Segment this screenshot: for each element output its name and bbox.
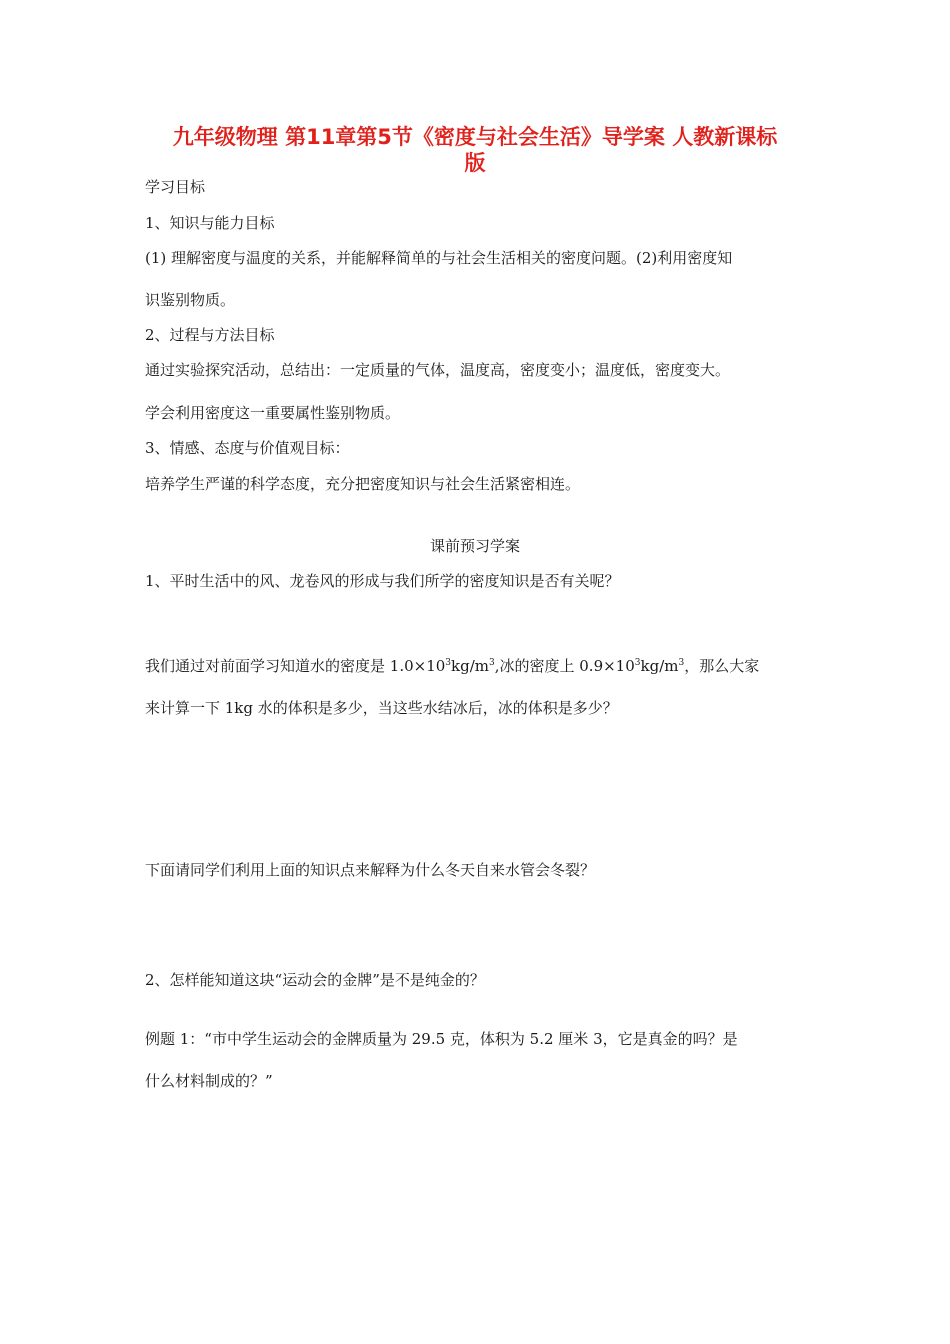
water-density-line-a xyxy=(145,656,815,676)
example-1-line-b: 什么材料制成的？” xyxy=(145,1072,273,1090)
water-text-3: ,冰的密度上 0.9×10 xyxy=(494,657,635,675)
water-text-4: kg/m xyxy=(640,657,679,675)
document-title xyxy=(140,124,810,176)
question-1: 1、平时生活中的风、龙卷风的形成与我们所学的密度知识是否有关呢？ xyxy=(145,572,620,590)
preview-heading: 课前预习学案 xyxy=(429,537,520,555)
question-2: 2、怎样能知道这块“运动会的金牌”是不是纯金的？ xyxy=(145,971,485,989)
water-text-5: ，那么大家 xyxy=(684,657,760,675)
objective1-text-b: 识鉴别物质。 xyxy=(145,291,236,309)
objective1-heading: 1、知识与能力目标 xyxy=(145,214,275,232)
title-line-2: 版 xyxy=(464,151,486,175)
objective3-heading: 3、情感、态度与价值观目标： xyxy=(145,439,350,457)
objective2-text-b: 学会利用密度这一重要属性鉴别物质。 xyxy=(145,404,401,422)
objective1-text-a: (1) 理解密度与温度的关系，并能解释简单的与社会生活相关的密度问题。(2)利用密度知 xyxy=(145,249,733,267)
exponent-2: 3 xyxy=(488,658,495,668)
water-text-1: 我们通过对前面学习知道水的密度是 1.0×10 xyxy=(145,657,446,675)
water-density-line-b: 来计算一下 1kg 水的体积是多少，当这些水结冰后，冰的体积是多少？ xyxy=(145,699,618,717)
objective3-text: 培养学生严谨的科学态度，充分把密度知识与社会生活紧密相连。 xyxy=(145,475,581,493)
title-line-1: 九年级物理 第11章第5节《密度与社会生活》导学案 人教新课标 xyxy=(172,125,778,149)
exponent-3: 3 xyxy=(634,658,641,668)
water-text-2: kg/m xyxy=(451,657,489,675)
objectives-heading: 学习目标 xyxy=(145,178,206,196)
pipe-question: 下面请同学们利用上面的知识点来解释为什么冬天自来水管会冬裂？ xyxy=(145,861,596,879)
objective2-heading: 2、过程与方法目标 xyxy=(145,326,275,344)
objective2-text-a: 通过实验探究活动，总结出：一定质量的气体，温度高，密度变小；温度低，密度变大。 xyxy=(145,361,731,379)
example-1-line-a: 例题 1：“市中学生运动会的金牌质量为 29.5 克，体积为 5.2 厘米 3，它是真金的吗？是 xyxy=(145,1030,738,1048)
exponent-1: 3 xyxy=(445,658,452,668)
exponent-4: 3 xyxy=(678,658,685,668)
